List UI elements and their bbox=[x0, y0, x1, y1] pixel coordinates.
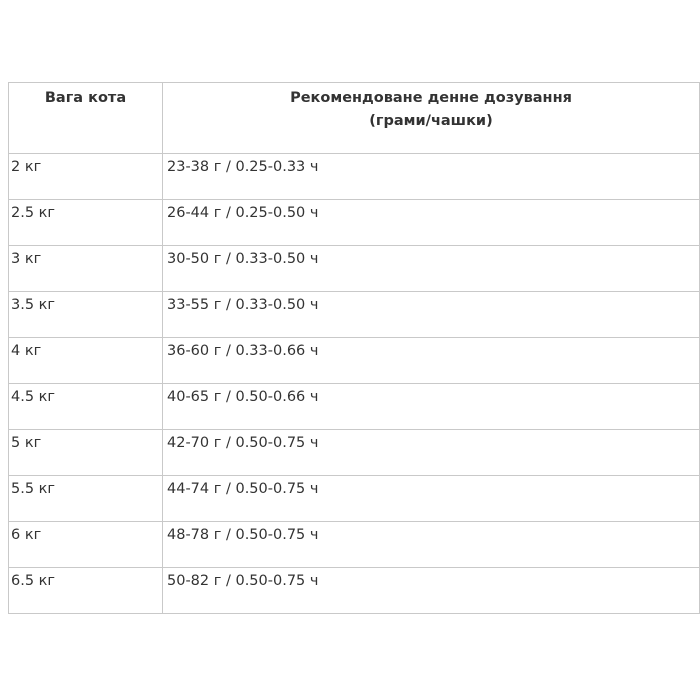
header-cat-weight-label: Вага кота bbox=[44, 90, 127, 106]
cell-dose: 36-60 г / 0.33-0.66 ч bbox=[163, 338, 700, 384]
cell-dose: 23-38 г / 0.25-0.33 ч bbox=[163, 154, 700, 200]
cell-weight: 4.5 кг bbox=[9, 384, 163, 430]
cell-dose: 50-82 г / 0.50-0.75 ч bbox=[163, 568, 700, 614]
table-row bbox=[9, 384, 700, 430]
cell-dose: 42-70 г / 0.50-0.75 ч bbox=[163, 430, 700, 476]
table-row bbox=[9, 154, 700, 200]
table-row bbox=[9, 476, 700, 522]
cell-dose: 30-50 г / 0.33-0.50 ч bbox=[163, 246, 700, 292]
cell-dose: 26-44 г / 0.25-0.50 ч bbox=[163, 200, 700, 246]
cell-weight: 3.5 кг bbox=[9, 292, 163, 338]
cell-dose: 44-74 г / 0.50-0.75 ч bbox=[163, 476, 700, 522]
table-row bbox=[9, 522, 700, 568]
table-row bbox=[9, 292, 700, 338]
table-row bbox=[9, 200, 700, 246]
table-row bbox=[9, 338, 700, 384]
header-daily-dose bbox=[163, 83, 700, 154]
cell-dose: 33-55 г / 0.33-0.50 ч bbox=[163, 292, 700, 338]
cell-weight: 4 кг bbox=[9, 338, 163, 384]
feeding-table bbox=[8, 82, 700, 614]
cell-dose: 48-78 г / 0.50-0.75 ч bbox=[163, 522, 700, 568]
cell-dose: 40-65 г / 0.50-0.66 ч bbox=[163, 384, 700, 430]
header-cat-weight bbox=[9, 83, 163, 154]
cell-weight: 3 кг bbox=[9, 246, 163, 292]
table-row bbox=[9, 246, 700, 292]
cell-weight: 2.5 кг bbox=[9, 200, 163, 246]
cell-weight: 5 кг bbox=[9, 430, 163, 476]
cell-weight: 5.5 кг bbox=[9, 476, 163, 522]
cell-weight: 2 кг bbox=[9, 154, 163, 200]
table-header-row bbox=[9, 83, 700, 154]
cell-weight: 6.5 кг bbox=[9, 568, 163, 614]
header-daily-dose-line1: Рекомендоване денне дозування bbox=[290, 90, 572, 106]
header-daily-dose-line2: (грами/чашки) bbox=[369, 113, 493, 129]
table-row bbox=[9, 430, 700, 476]
table-row bbox=[9, 568, 700, 614]
cell-weight: 6 кг bbox=[9, 522, 163, 568]
